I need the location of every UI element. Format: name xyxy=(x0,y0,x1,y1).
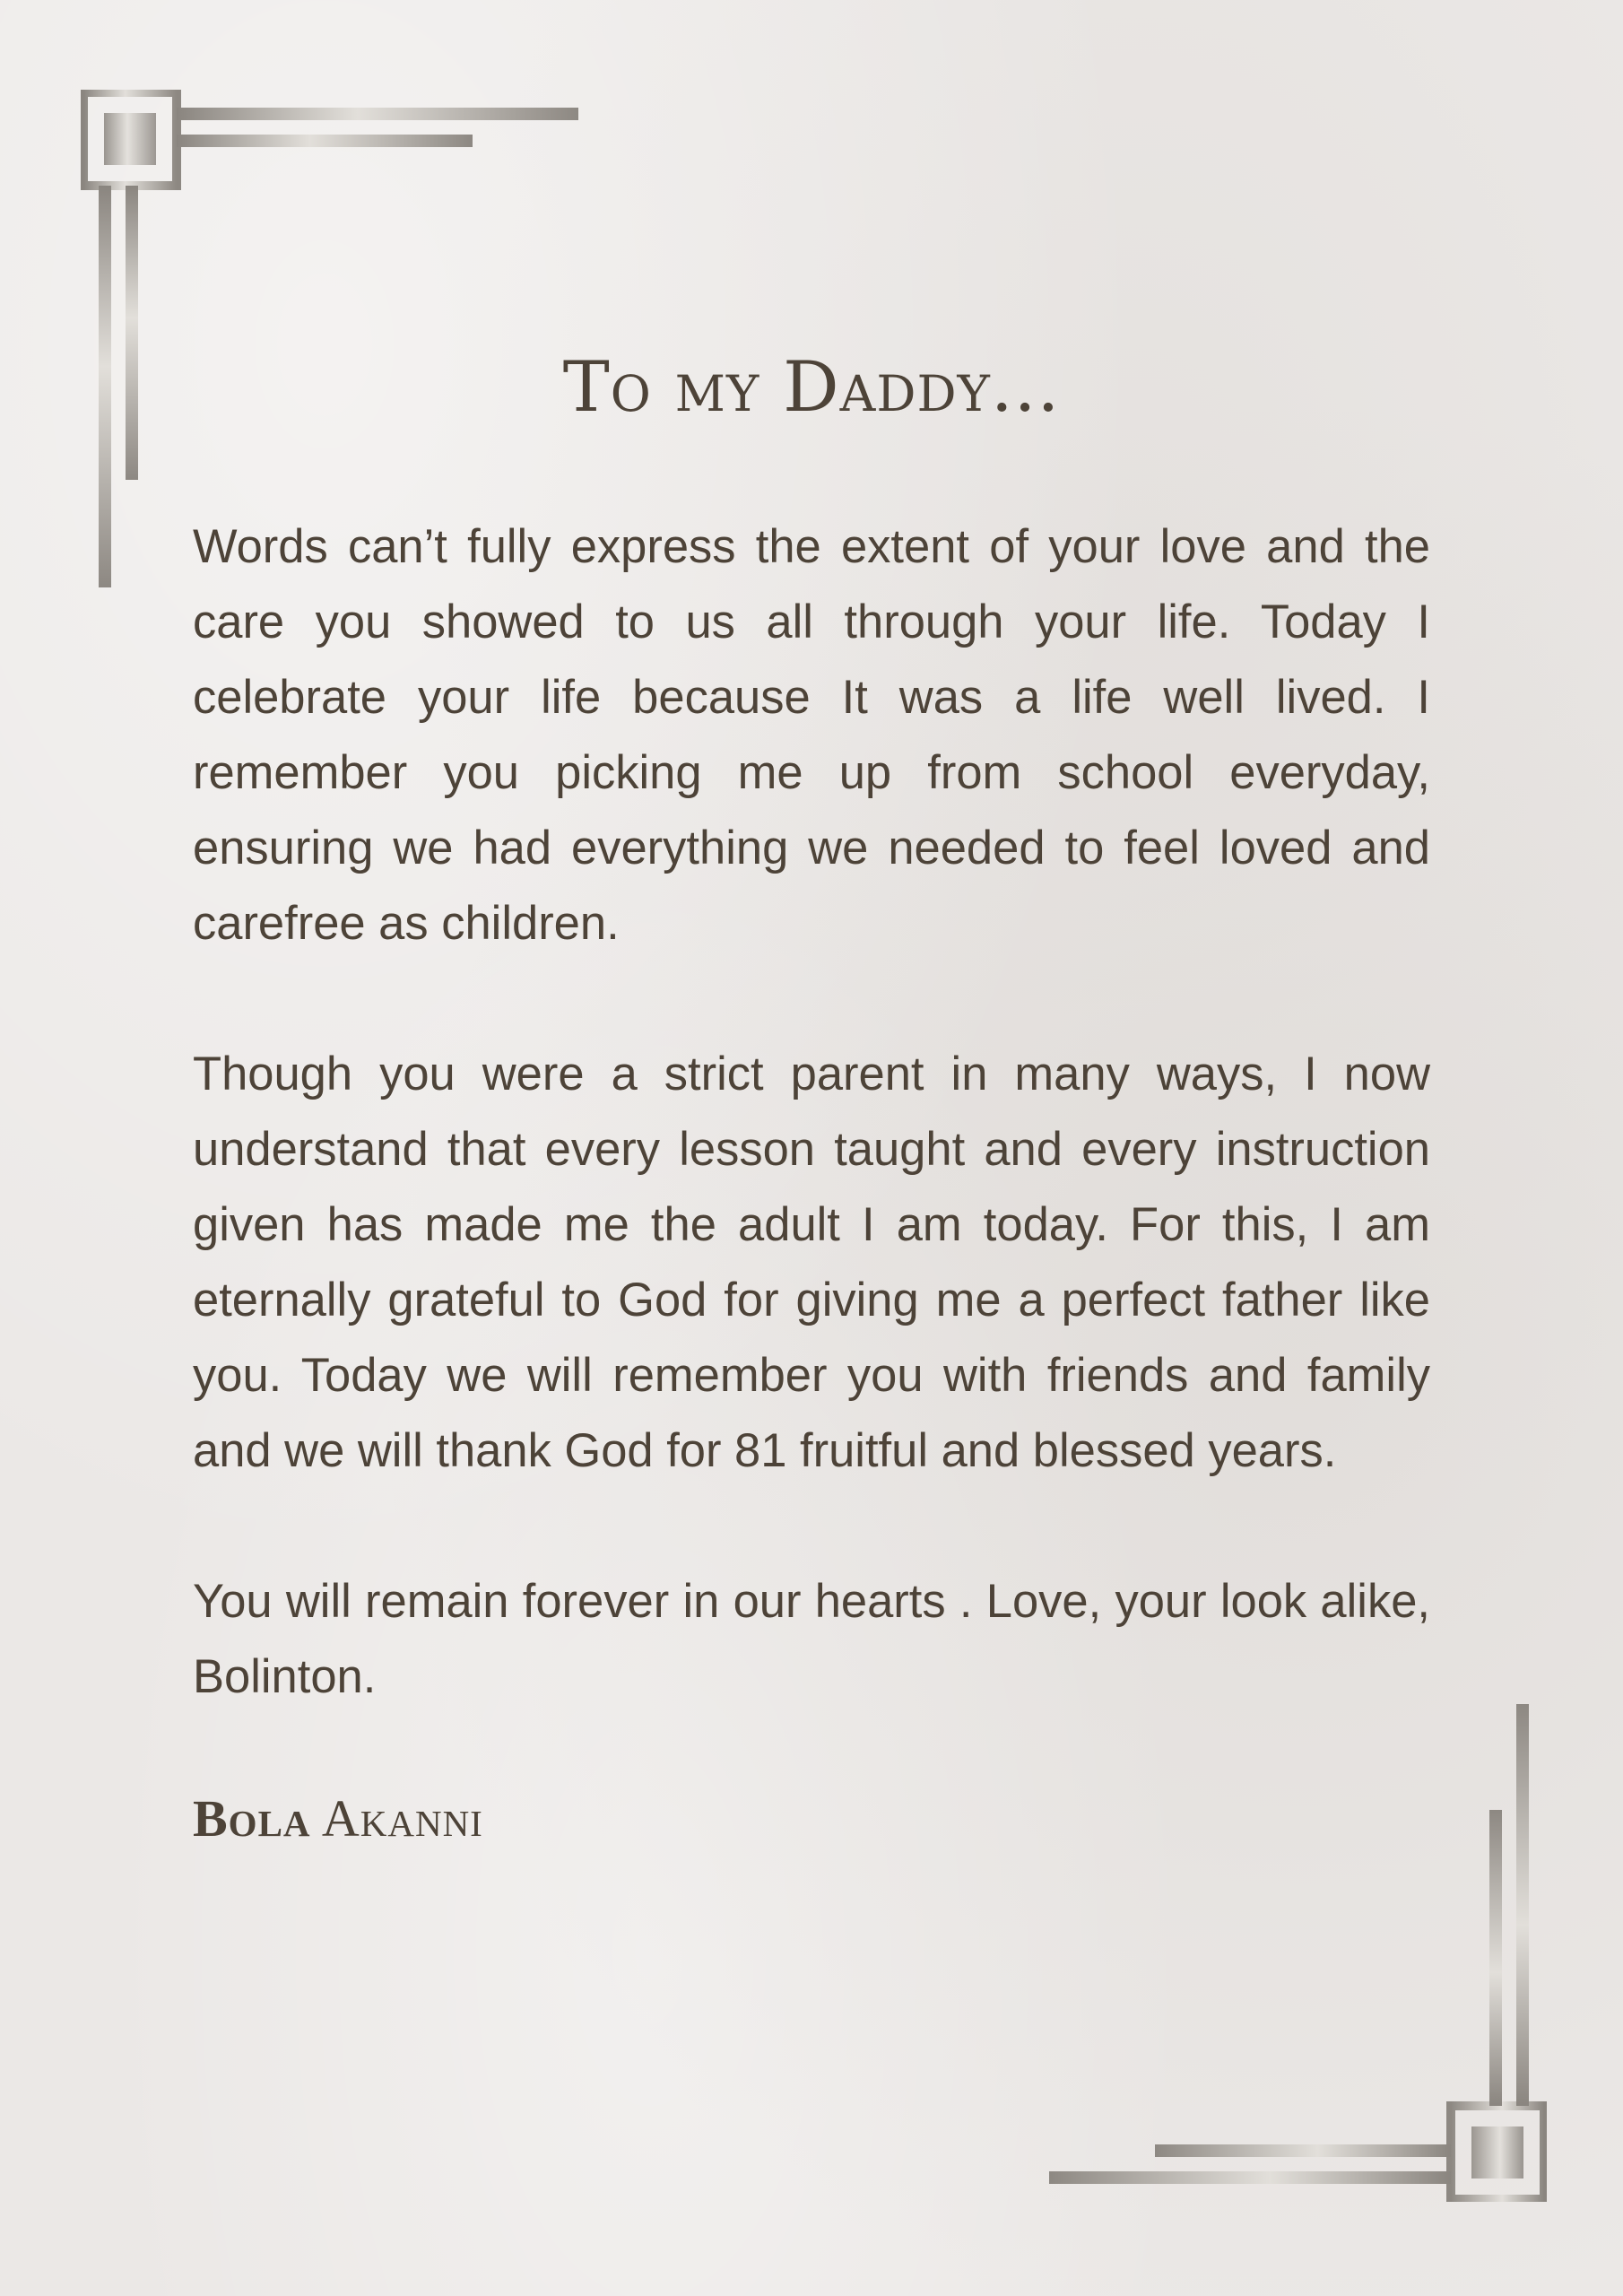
letter-paragraph-2: Though you were a strict parent in many ways, I now understand that every lesson taught and every instruction given has made me the adult I am today. For this, I am eternally grateful to God for giving me a perfect father like you. Today we will remember you with friends and family and we will thank God for 81 fruitful and blessed years. xyxy=(193,1047,1430,1477)
letter-title: To my Daddy... xyxy=(562,347,1061,428)
signature-first-name: Bola xyxy=(193,1788,311,1848)
memorial-letter xyxy=(193,347,1430,1848)
signature xyxy=(193,1790,1430,1848)
signature-last-name: Akanni xyxy=(321,1788,483,1848)
letter-paragraph-1: Words can’t fully express the extent of your love and the care you showed to us all through your life. Today I celebrate your life because It was a life well lived. I remember you picking me up from school everyday, ensuring we had everything we needed to feel loved and carefree as children. xyxy=(193,519,1430,950)
letter-paragraph-3: You will remain forever in our hearts . Love, your look alike, Bolinton. xyxy=(193,1574,1430,1703)
